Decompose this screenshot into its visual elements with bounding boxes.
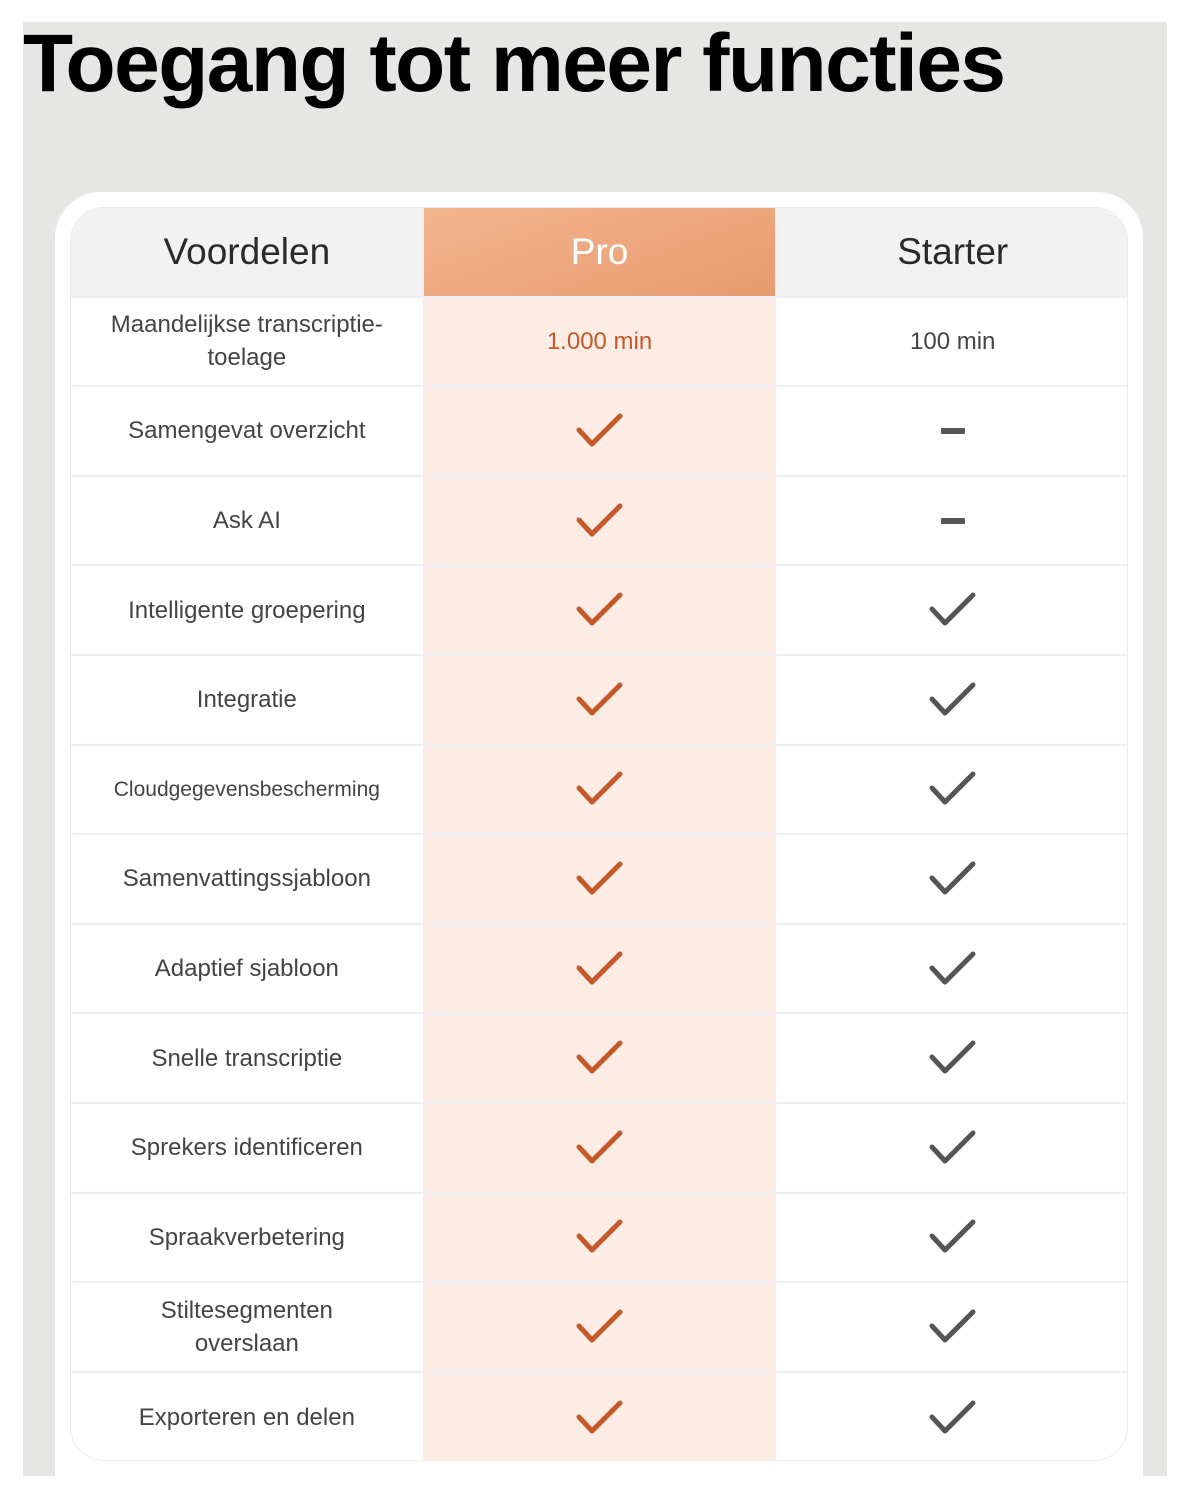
table-row (71, 387, 1127, 477)
check-icon (424, 1014, 777, 1102)
check-icon (776, 746, 1128, 834)
page-title: Toegang tot meer functies (23, 18, 1005, 109)
check-icon (424, 746, 777, 834)
table-row (71, 1283, 1127, 1373)
table-row (71, 1194, 1127, 1284)
header-starter: Starter (776, 208, 1128, 296)
check-icon (776, 1104, 1128, 1192)
check-icon (424, 477, 777, 565)
check-icon (776, 1014, 1128, 1102)
check-icon (424, 925, 777, 1013)
feature-label: Adaptief sjabloon (71, 925, 424, 1013)
check-icon (776, 656, 1128, 744)
table-row (71, 656, 1127, 746)
table-header (71, 208, 1127, 298)
check-icon (424, 1194, 777, 1282)
table-row (71, 1373, 1127, 1461)
feature-label: Samenvattingssjabloon (71, 835, 424, 923)
table-row (71, 298, 1127, 388)
feature-label: Maandelijkse transcriptie-toelage (71, 298, 424, 386)
starter-value: 100 min (910, 327, 996, 355)
check-icon (424, 387, 777, 475)
feature-label: Ask AI (71, 477, 424, 565)
check-icon (776, 925, 1128, 1013)
check-icon (776, 1283, 1128, 1371)
check-icon (424, 656, 777, 744)
check-icon (424, 835, 777, 923)
check-icon (424, 1373, 777, 1461)
feature-label: Stiltesegmenten overslaan (71, 1283, 424, 1371)
feature-label: Snelle transcriptie (71, 1014, 424, 1102)
pro-value: 1.000 min (424, 298, 777, 386)
feature-label: Spraakverbetering (71, 1194, 424, 1282)
table-row (71, 925, 1127, 1015)
feature-label: Sprekers identificeren (71, 1104, 424, 1192)
header-benefits: Voordelen (71, 208, 424, 296)
table-row (71, 477, 1127, 567)
dash-icon (776, 477, 1128, 565)
feature-label: Cloudgegevensbescherming (71, 746, 424, 834)
check-icon (776, 566, 1128, 654)
check-icon (776, 1373, 1128, 1461)
comparison-table (70, 207, 1128, 1461)
check-icon (424, 1104, 777, 1192)
table-row (71, 1014, 1127, 1104)
table-row (71, 835, 1127, 925)
header-pro: Pro (424, 208, 777, 296)
feature-label: Exporteren en delen (71, 1373, 424, 1461)
check-icon (776, 835, 1128, 923)
table-row (71, 746, 1127, 836)
check-icon (424, 566, 777, 654)
dash-icon (776, 387, 1128, 475)
check-icon (424, 1283, 777, 1371)
check-icon (776, 1194, 1128, 1282)
table-row (71, 1104, 1127, 1194)
feature-label: Integratie (71, 656, 424, 744)
feature-label: Samengevat overzicht (71, 387, 424, 475)
feature-label: Intelligente groepering (71, 566, 424, 654)
table-row (71, 566, 1127, 656)
